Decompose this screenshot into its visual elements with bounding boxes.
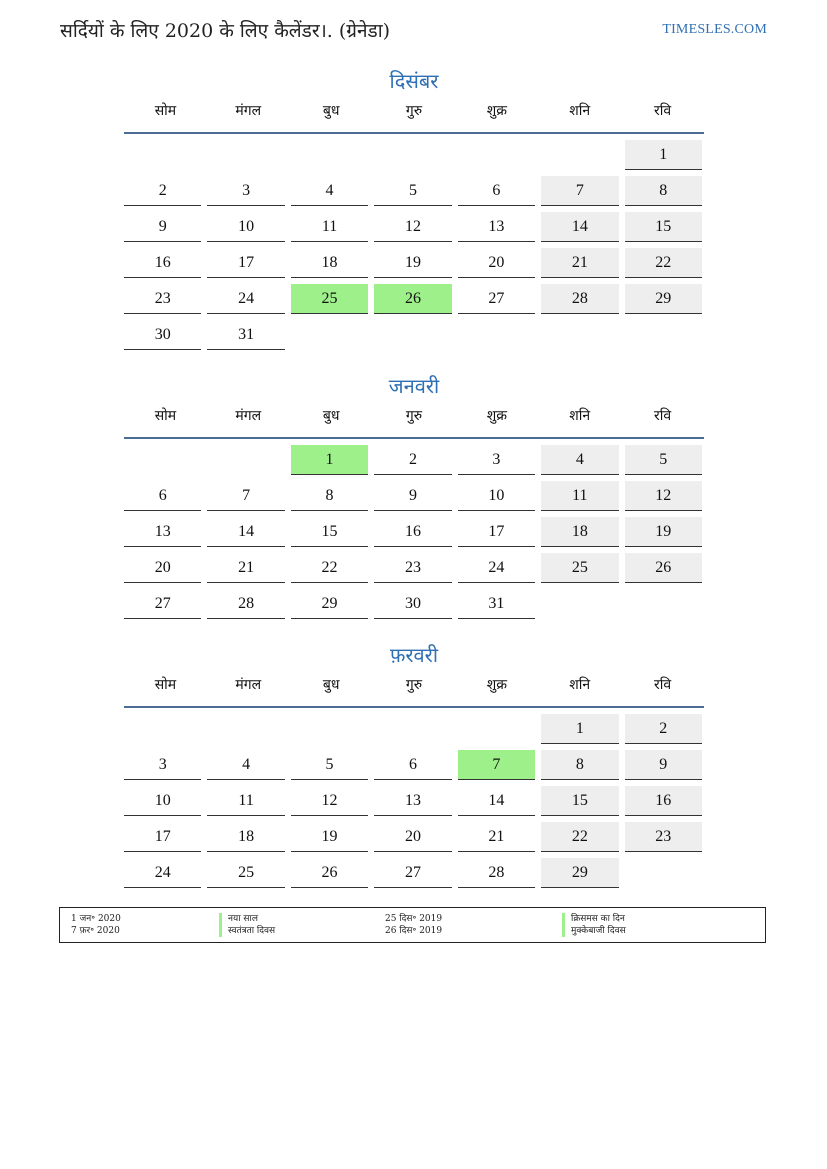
holiday-day-cell: 7: [458, 750, 535, 780]
holiday-legend: [59, 907, 766, 943]
week-rows: [124, 442, 704, 622]
weekday-label: शुक्र: [486, 677, 507, 693]
empty-day-cell: [374, 140, 451, 170]
day-cell: 18: [541, 517, 618, 547]
empty-day-cell: [124, 445, 201, 475]
day-cell: 5: [625, 445, 702, 475]
day-cell: 28: [458, 858, 535, 888]
day-cell: 23: [625, 822, 702, 852]
day-cell: 20: [124, 553, 201, 583]
empty-day-cell: [291, 140, 368, 170]
day-cell: 10: [458, 481, 535, 511]
week-row: [124, 819, 704, 855]
empty-day-cell: [458, 140, 535, 170]
weekday-label: मंगल: [235, 677, 262, 693]
month-december: [124, 68, 704, 353]
week-row: [124, 137, 704, 173]
day-cell: 17: [124, 822, 201, 852]
empty-day-cell: [625, 320, 702, 350]
day-cell: 7: [207, 481, 284, 511]
week-row: [124, 747, 704, 783]
day-cell: 11: [207, 786, 284, 816]
week-row: [124, 586, 704, 622]
holiday-day-cell: 26: [374, 284, 451, 314]
week-rows: [124, 137, 704, 353]
day-cell: 19: [374, 248, 451, 278]
day-cell: 12: [374, 212, 451, 242]
day-cell: 3: [124, 750, 201, 780]
day-cell: 4: [207, 750, 284, 780]
empty-day-cell: [124, 714, 201, 744]
day-cell: 8: [291, 481, 368, 511]
day-cell: 10: [207, 212, 284, 242]
day-cell: 21: [541, 248, 618, 278]
day-cell: 14: [541, 212, 618, 242]
day-cell: 24: [124, 858, 201, 888]
legend-names-1: [219, 913, 275, 937]
weekday-label: बुध: [322, 103, 340, 119]
holiday-day-cell: 1: [291, 445, 368, 475]
weekday-label: गुरु: [405, 103, 423, 119]
empty-day-cell: [124, 140, 201, 170]
day-cell: 17: [458, 517, 535, 547]
week-row: [124, 209, 704, 245]
day-cell: 6: [124, 481, 201, 511]
empty-day-cell: [207, 445, 284, 475]
weekday-label: सोम: [154, 677, 177, 693]
day-cell: 9: [124, 212, 201, 242]
empty-day-cell: [625, 589, 702, 619]
weekday-label: गुरु: [405, 408, 423, 424]
day-cell: 31: [458, 589, 535, 619]
day-cell: 14: [458, 786, 535, 816]
day-cell: 21: [458, 822, 535, 852]
weekday-label: बुध: [322, 677, 340, 693]
day-cell: 2: [374, 445, 451, 475]
empty-day-cell: [291, 320, 368, 350]
week-row: [124, 711, 704, 747]
day-cell: 29: [541, 858, 618, 888]
day-cell: 1: [541, 714, 618, 744]
weekday-label: मंगल: [235, 408, 262, 424]
day-cell: 18: [291, 248, 368, 278]
day-cell: 5: [291, 750, 368, 780]
weekday-header-row: [124, 405, 704, 439]
legend-holiday-name: मुक्केबाजी दिवस: [562, 925, 626, 937]
month-january: [124, 373, 704, 622]
day-cell: 28: [207, 589, 284, 619]
legend-date: 7 फ़र॰ 2020: [71, 926, 120, 936]
day-cell: 27: [374, 858, 451, 888]
legend-holiday-name: नया साल: [219, 913, 275, 925]
day-cell: 22: [291, 553, 368, 583]
day-cell: 27: [124, 589, 201, 619]
week-row: [124, 855, 704, 891]
day-cell: 31: [207, 320, 284, 350]
day-cell: 7: [541, 176, 618, 206]
empty-day-cell: [625, 858, 702, 888]
day-cell: 28: [541, 284, 618, 314]
weekday-header-row: [124, 100, 704, 134]
day-cell: 15: [291, 517, 368, 547]
day-cell: 15: [541, 786, 618, 816]
week-rows: [124, 711, 704, 891]
weekday-header-row: [124, 674, 704, 708]
page-title: सर्दियों के लिए 2020 के लिए कैलेंडर।. (ग्रेनेडा): [60, 20, 391, 42]
day-cell: 4: [541, 445, 618, 475]
day-cell: 13: [458, 212, 535, 242]
day-cell: 20: [458, 248, 535, 278]
week-row: [124, 478, 704, 514]
day-cell: 13: [374, 786, 451, 816]
weekday-label: सोम: [154, 408, 177, 424]
day-cell: 29: [291, 589, 368, 619]
week-row: [124, 783, 704, 819]
weekday-label: सोम: [154, 103, 177, 119]
legend-date: 25 दिस॰ 2019: [385, 914, 443, 924]
day-cell: 16: [124, 248, 201, 278]
weekday-label: गुरु: [405, 677, 423, 693]
weekday-label: शनि: [569, 408, 591, 424]
weekday-label: रवि: [654, 103, 672, 119]
day-cell: 22: [625, 248, 702, 278]
day-cell: 19: [625, 517, 702, 547]
empty-day-cell: [541, 589, 618, 619]
day-cell: 3: [458, 445, 535, 475]
day-cell: 8: [541, 750, 618, 780]
day-cell: 24: [458, 553, 535, 583]
empty-day-cell: [207, 714, 284, 744]
day-cell: 16: [625, 786, 702, 816]
day-cell: 15: [625, 212, 702, 242]
empty-day-cell: [541, 140, 618, 170]
day-cell: 30: [124, 320, 201, 350]
day-cell: 1: [625, 140, 702, 170]
day-cell: 12: [625, 481, 702, 511]
weekday-label: रवि: [654, 677, 672, 693]
day-cell: 26: [291, 858, 368, 888]
weekday-label: बुध: [322, 408, 340, 424]
day-cell: 23: [124, 284, 201, 314]
legend-holiday-name: क्रिसमस का दिन: [562, 913, 626, 925]
legend-dates-2: [385, 913, 442, 937]
empty-day-cell: [291, 714, 368, 744]
day-cell: 22: [541, 822, 618, 852]
day-cell: 14: [207, 517, 284, 547]
day-cell: 6: [374, 750, 451, 780]
week-row: [124, 173, 704, 209]
day-cell: 2: [625, 714, 702, 744]
day-cell: 9: [374, 481, 451, 511]
month-title: जनवरी: [388, 374, 440, 398]
week-row: [124, 514, 704, 550]
day-cell: 5: [374, 176, 451, 206]
day-cell: 19: [291, 822, 368, 852]
day-cell: 27: [458, 284, 535, 314]
empty-day-cell: [541, 320, 618, 350]
day-cell: 13: [124, 517, 201, 547]
month-february: [124, 642, 704, 891]
week-row: [124, 550, 704, 586]
month-title: दिसंबर: [389, 69, 439, 93]
day-cell: 29: [625, 284, 702, 314]
day-cell: 12: [291, 786, 368, 816]
day-cell: 25: [207, 858, 284, 888]
weekday-label: मंगल: [235, 103, 262, 119]
empty-day-cell: [458, 714, 535, 744]
week-row: [124, 317, 704, 353]
empty-day-cell: [207, 140, 284, 170]
day-cell: 24: [207, 284, 284, 314]
day-cell: 20: [374, 822, 451, 852]
day-cell: 4: [291, 176, 368, 206]
day-cell: 11: [541, 481, 618, 511]
empty-day-cell: [458, 320, 535, 350]
legend-holiday-name: स्वतंत्रता दिवस: [219, 925, 275, 937]
weekday-label: रवि: [654, 408, 672, 424]
day-cell: 16: [374, 517, 451, 547]
day-cell: 25: [541, 553, 618, 583]
month-title: फ़रवरी: [389, 643, 439, 667]
site-link[interactable]: TIMESLES.COM: [662, 22, 767, 37]
weekday-label: शनि: [569, 103, 591, 119]
day-cell: 2: [124, 176, 201, 206]
week-row: [124, 442, 704, 478]
day-cell: 10: [124, 786, 201, 816]
legend-date: 1 जन॰ 2020: [71, 914, 121, 924]
week-row: [124, 281, 704, 317]
legend-dates-1: [71, 913, 121, 937]
day-cell: 30: [374, 589, 451, 619]
legend-date: 26 दिस॰ 2019: [385, 926, 443, 936]
day-cell: 8: [625, 176, 702, 206]
day-cell: 9: [625, 750, 702, 780]
week-row: [124, 245, 704, 281]
day-cell: 11: [291, 212, 368, 242]
empty-day-cell: [374, 714, 451, 744]
day-cell: 23: [374, 553, 451, 583]
day-cell: 3: [207, 176, 284, 206]
day-cell: 17: [207, 248, 284, 278]
day-cell: 21: [207, 553, 284, 583]
legend-names-2: [562, 913, 626, 937]
day-cell: 26: [625, 553, 702, 583]
weekday-label: शुक्र: [486, 103, 507, 119]
empty-day-cell: [374, 320, 451, 350]
weekday-label: शुक्र: [486, 408, 507, 424]
holiday-day-cell: 25: [291, 284, 368, 314]
day-cell: 18: [207, 822, 284, 852]
day-cell: 6: [458, 176, 535, 206]
weekday-label: शनि: [569, 677, 591, 693]
